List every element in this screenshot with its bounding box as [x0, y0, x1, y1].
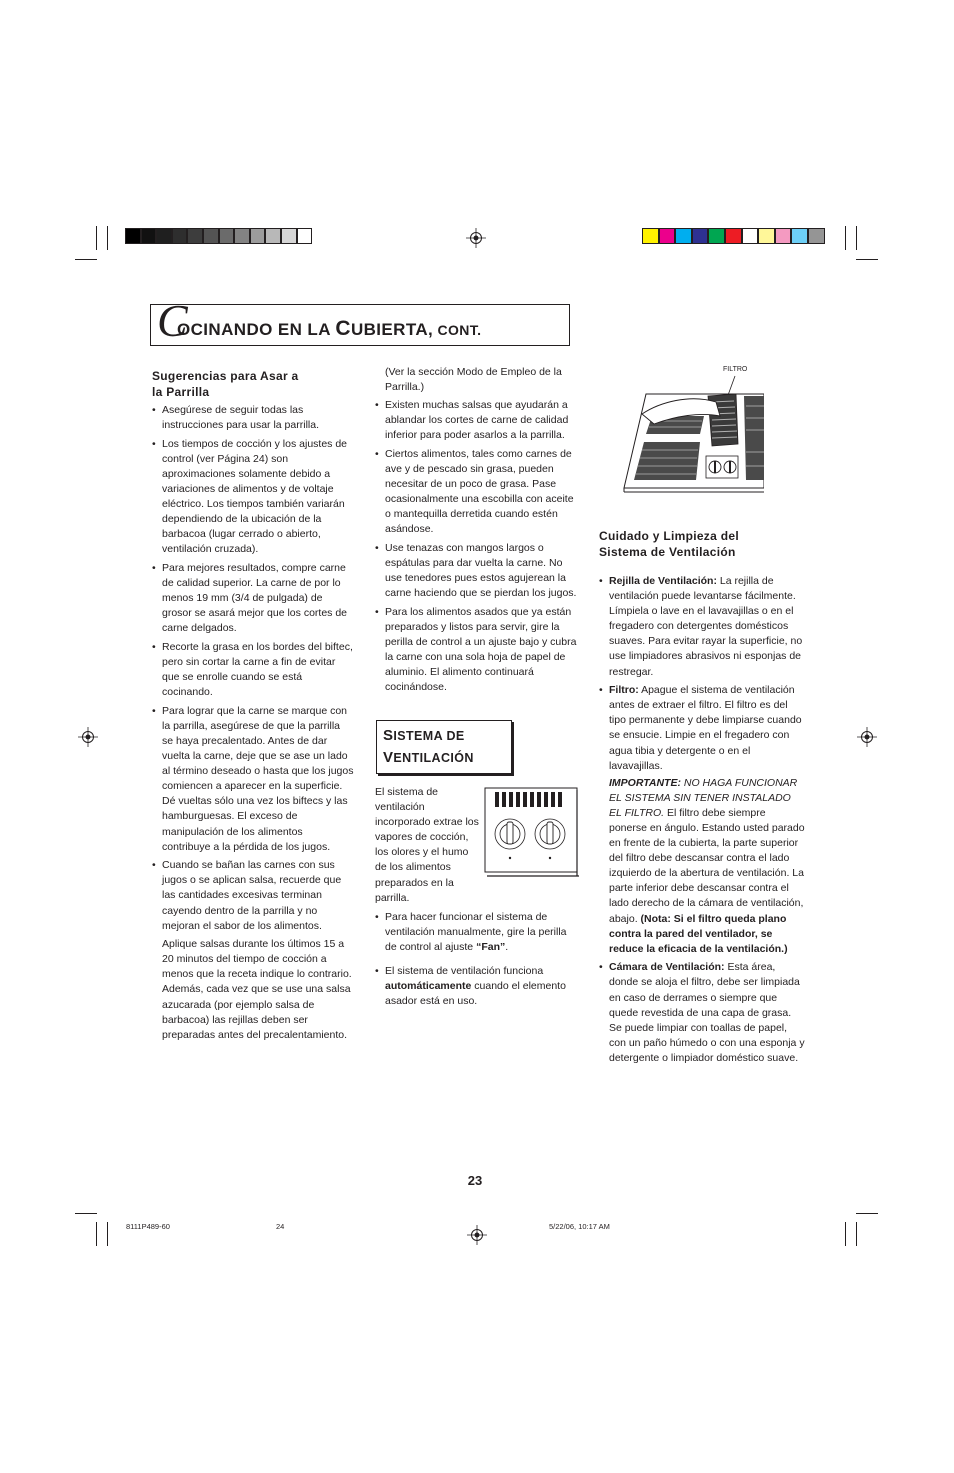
footer-timestamp: 5/22/06, 10:17 AM: [549, 1222, 610, 1231]
filter-item: • Filtro: Apague el sistema de ventilación antes de extraer el filtro. El filtro es del tipo permanente y debe limpiarse cuando se ensucie. Limpie en el fregadero con agua tibia y detergente o en el lavavajillas.: [599, 683, 805, 774]
calibration-swatch: [742, 228, 759, 244]
calibration-swatch: [808, 228, 825, 244]
heading-grilling-tips: Sugerencias para Asar a la Parrilla: [152, 369, 299, 399]
vent-chamber-list: [599, 960, 805, 1066]
list-item: • Cuando se bañan las carnes con sus jugos o se aplican salsa, recuerde que las cantidades excesivas terminan cayendo dentro de la parrilla y no mejoran el sabor de los alimentos.: [152, 858, 354, 933]
list-item: • Para mejores resultados, compre carne de calidad superior. La carne de por lo menos 19 mm (3/4 de pulgada) de grosor se asará mejor que los cortes de carne delgados.: [152, 561, 354, 636]
column-vent-care-cleaning: [599, 528, 805, 1070]
calibration-swatch: [708, 228, 725, 244]
heading-ventilation-system: SISTEMA DE VENTILACIÓN: [376, 720, 512, 774]
calibration-swatch: [758, 228, 775, 244]
registration-mark-top: [466, 228, 486, 248]
important-warning: IMPORTANTE: NO HAGA FUNCIONAR EL SISTEMA SIN TENER INSTALADO EL FILTRO. El filtro debe siempre ponerse en ángulo. Estando usted parado en frente de la cubierta, la parte superior del filtro debe descansar contra el lado izquierdo de la abertura de ventilación. La parte inferior debe descansar contra el lado derecho de la cámara de ventilación, abajo. (Nota: Si el filtro queda plano contra la pared del ventilador, se reduce la eficacia de la ventilación.): [609, 776, 805, 955]
calibration-swatch: [125, 228, 141, 244]
list-item: • Para los alimentos asados que ya están preparados y listos para servir, gire la perilla de control a un ajuste bajo y cubra la carne con una sola hoja de papel de aluminio. El alimento continuará cocinándose.: [375, 605, 579, 696]
calibration-swatch: [203, 228, 219, 244]
list-item: • Para lograr que la carne se marque con la parrilla, asegúrese de que la parrilla se haya precalentado. Antes de dar vuelta la carne, deje que se ase un lado al término deseado o hasta que los jugos comiencen a aparecer en la superficie. Dé vueltas sólo una vez los biftecs y las hamburguesas. El exceso de manipulación de los alimentos contribuye a la pérdida de los jugos.: [152, 704, 354, 855]
calibration-swatch: [642, 228, 659, 244]
grill-filter-illustration: [620, 372, 764, 494]
calibration-swatch: [675, 228, 692, 244]
list-item: • Recorte la grasa en los bordes del biftec, pero sin cortar la carne a fin de evitar que se enrolle cuando se está cocinando.: [152, 640, 354, 700]
registration-mark-right: [857, 727, 877, 747]
grill-section-reference: (Ver la sección Modo de Empleo de la Parrilla.): [385, 366, 562, 394]
list-item: • Ciertos alimentos, tales como carnes de ave y de pescado sin grasa, pueden necesitar de un poco de grasa. Pase ocasionalmente una escobilla con aceite o mantequilla derretida cuando estén asándose.: [375, 447, 579, 538]
calibration-swatch: [791, 228, 808, 244]
ventilation-list: [375, 910, 580, 1010]
footer-job-code: 8111P489-60: [126, 1222, 170, 1231]
calibration-swatch: [250, 228, 266, 244]
title-drop-cap: C: [157, 295, 188, 346]
list-item: • Los tiempos de cocción y los ajustes de control (ver Página 24) son aproximaciones solamente debido a variaciones de alimentos y de voltaje eléctrico. Los tiempos también variarán dependiendo de la ubicación de la barbacoa (lugar cerrado o abierto, ventilación cruzada).: [152, 437, 354, 558]
calibration-swatch: [775, 228, 792, 244]
footer-sheet-number: 24: [276, 1222, 285, 1231]
list-item: • Asegúrese de seguir todas las instrucciones para usar la parrilla.: [152, 403, 354, 433]
vent-grille-item: • Rejilla de Ventilación: La rejilla de ventilación puede levantarse fácilmente. Límpiela o lave en el lavavajillas o en el fregadero con detergentes domésticos suaves. Para evitar rayar la superficie, no use limpiadores abrasivos ni esponjas de restregar.: [599, 574, 805, 680]
heading-vent-care-cleaning: Cuidado y Limpieza del Sistema de Ventilación: [599, 529, 739, 559]
calibration-swatch: [659, 228, 676, 244]
ventilation-manual-item: • Para hacer funcionar el sistema de ventilación manualmente, gire la perilla de control al ajuste “Fan”.: [375, 910, 580, 955]
vent-chamber-item: • Cámara de Ventilación: Esta área, donde se aloja el filtro, debe ser limpiada en caso de derrames o siempre que quede revestida de una capa de grasa. Se puede limpiar con toallas de papel, con un paño húmedo o con una esponja y detergente o limpiador doméstico suave.: [599, 960, 805, 1066]
column-ventilation-system: [375, 785, 580, 1013]
column-grilling-tips-cont: [375, 365, 579, 699]
ventilation-intro: El sistema de ventilación incorporado extrae los vapores de cocción, los olores y el humo de los alimentos preparados en la parrilla.: [375, 786, 479, 904]
page-title: [150, 295, 570, 346]
grilling-tips-list: [152, 403, 354, 934]
filter-label: FILTRO: [723, 366, 748, 373]
column-grilling-tips: [152, 368, 354, 1043]
calibration-swatch: [187, 228, 203, 244]
calibration-swatch: [265, 228, 281, 244]
page-number: 23: [467, 1173, 483, 1188]
grilling-tips-list-cont: [375, 398, 579, 695]
calibration-swatch: [297, 228, 313, 244]
calibration-swatch: [725, 228, 742, 244]
list-item: • Existen muchas salsas que ayudarán a ablandar los cortes de carne de calidad inferior para poder asarlos a la parrilla.: [375, 398, 579, 443]
registration-mark-bottom: [467, 1225, 487, 1245]
calibration-swatch: [281, 228, 297, 244]
ventilation-auto-item: • El sistema de ventilación funciona automáticamente cuando el elemento asador está en uso.: [375, 964, 580, 1009]
sauce-paragraph: Aplique salsas durante los últimos 15 a 20 minutos del tiempo de cocción a menos que la receta indique lo contrario. Además, cada vez que se use una salsa azucarada (por ejemplo salsa de barbacoa) las rejillas deben ser preparadas antes del precalentamiento.: [162, 938, 352, 1041]
list-item: • Use tenazas con mangos largos o espátulas para dar vuelta la carne. No use tenedores pues estos agujerean la carne haciendo que se pierdan los jugos.: [375, 541, 579, 601]
calibration-swatch: [156, 228, 172, 244]
calibration-swatch: [141, 228, 157, 244]
vent-care-list: [599, 574, 805, 774]
calibration-swatch: [692, 228, 709, 244]
calibration-swatch: [219, 228, 235, 244]
registration-mark-left: [78, 727, 98, 747]
title-text: OCINANDO EN LA CUBIERTA, CONT.: [177, 317, 482, 340]
calibration-swatch: [234, 228, 250, 244]
calibration-swatch: [172, 228, 188, 244]
